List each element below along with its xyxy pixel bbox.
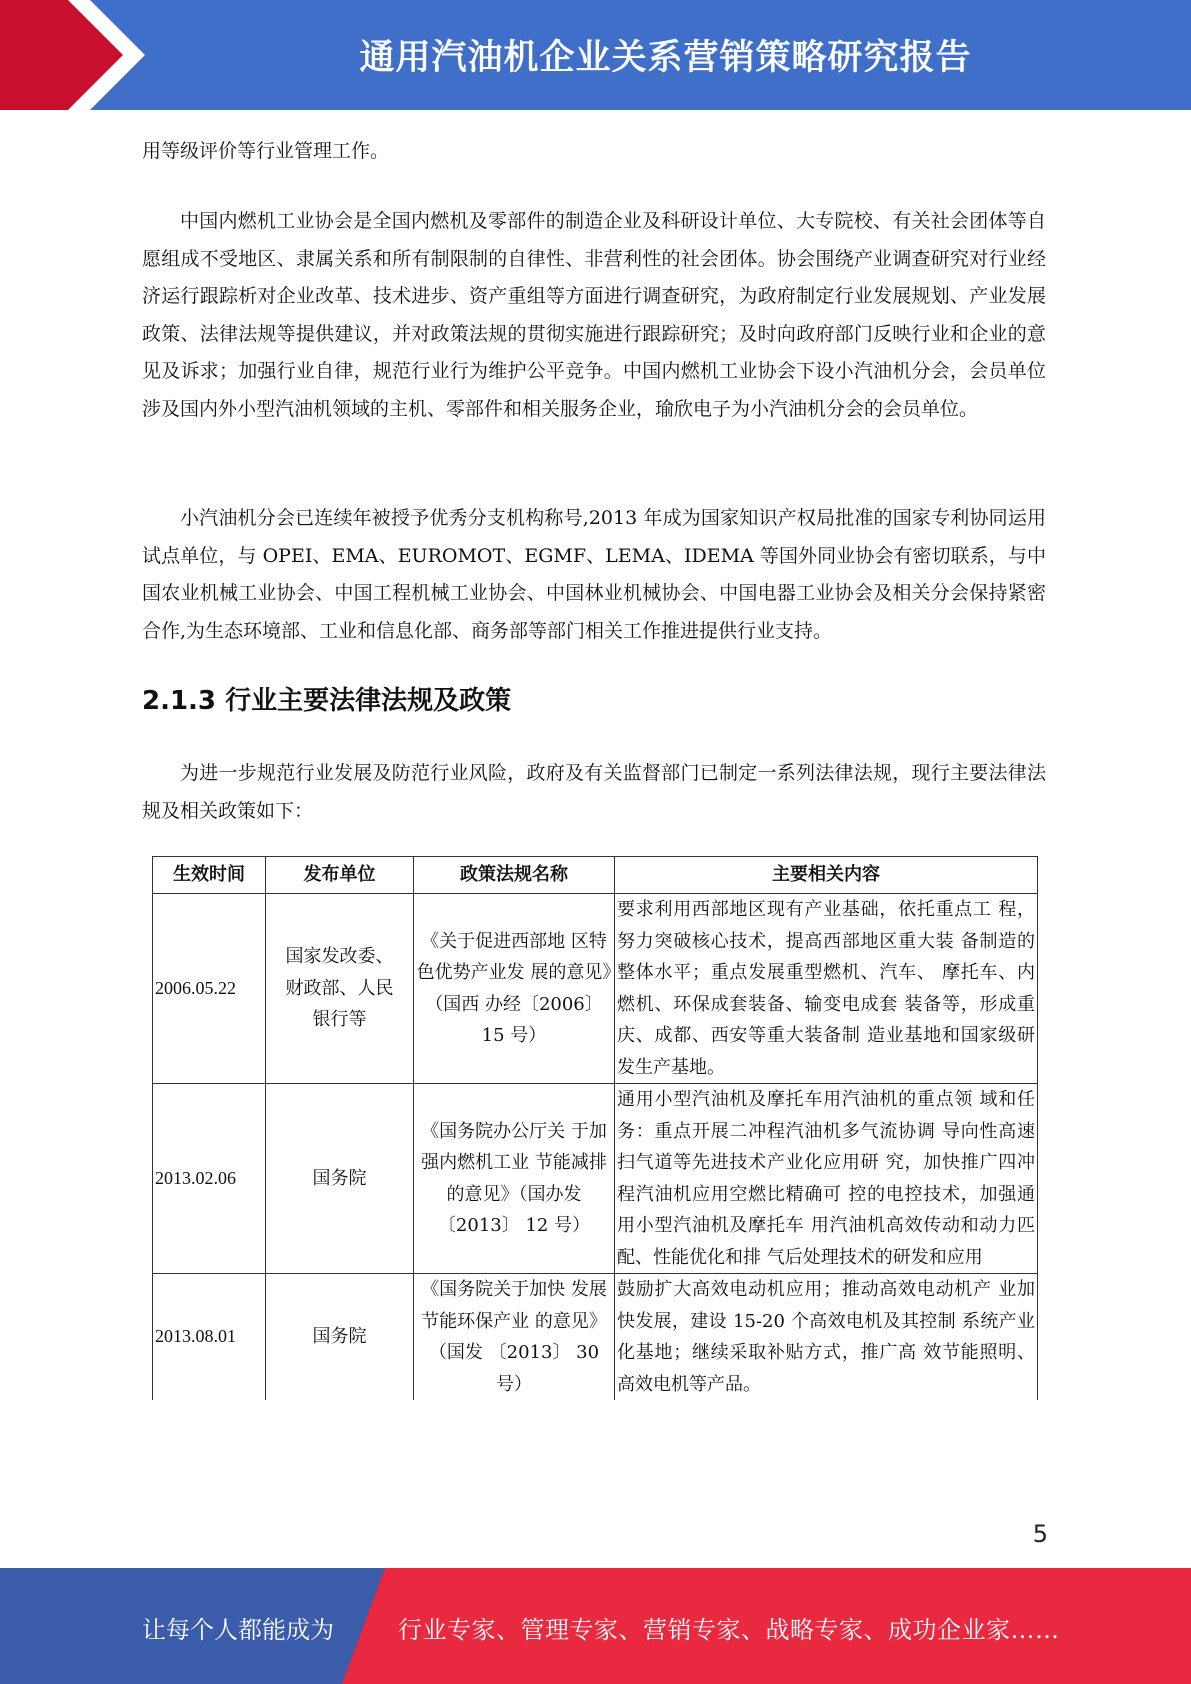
page-number: 5 — [1032, 1520, 1048, 1548]
cell-policy-name: 《国务院关于加快 发展节能环保产业 的意见》（国发 〔2013〕 30 号） — [414, 1274, 615, 1401]
cell-content: 鼓励扩大高效电动机应用；推动高效电动机产 业加快发展，建设 15-20 个高效电机及其控制 系统产业化基地；继续采取补贴方式，推广高 效节能照明、高效电机等产品。 — [615, 1274, 1038, 1401]
page-footer — [0, 1568, 1191, 1684]
paragraph-continuation: 用等级评价等行业管理工作。 — [142, 140, 390, 162]
cell-unit: 国务院 — [266, 1274, 414, 1401]
cell-policy-name: 《关于促进西部地 区特色优势产业发 展的意见》（国西 办经〔2006〕 15 号） — [414, 894, 615, 1084]
cell-date: 2013.08.01 — [153, 1274, 266, 1401]
footer-slogan-right: 行业专家、管理专家、营销专家、战略专家、成功企业家…… — [398, 1616, 1060, 1644]
section-heading: 2.1.3 行业主要法律法规及政策 — [142, 686, 512, 716]
header-date: 生效时间 — [153, 857, 266, 894]
paragraph-branch: 小汽油机分会已连续年被授予优秀分支机构称号,2013 年成为国家知识产权局批准的国家专利协同运用试点单位，与 OPEI、EMA、EUROMOT、EGMF、LEMA、IDEMA 等国外同业协会有密切联系，与中国农业机械工业协会、中国工程机械工业协会、中国林业机械协会、中国电器工业协会及相关分会保持紧密合作,为生态环境部、工业和信息化部、商务部等部门相关工作推进提供行业支持。 — [142, 507, 1046, 642]
cell-date: 2013.02.06 — [153, 1084, 266, 1274]
policy-table — [152, 856, 1038, 1400]
cell-date: 2006.05.22 — [153, 894, 266, 1084]
header-content: 主要相关内容 — [615, 857, 1038, 894]
table-row — [153, 1084, 1038, 1274]
cell-unit: 国务院 — [266, 1084, 414, 1274]
header-policy-name: 政策法规名称 — [414, 857, 615, 894]
cell-unit: 国家发改委、财政部、人民银行等 — [266, 894, 414, 1084]
table-header-row — [153, 857, 1038, 894]
paragraph-association: 中国内燃机工业协会是全国内燃机及零部件的制造企业及科研设计单位、大专院校、有关社会团体等自愿组成不受地区、隶属关系和所有制限制的自律性、非营利性的社会团体。协会围绕产业调查研究对行业经济运行跟踪析对企业改革、技术进步、资产重组等方面进行调查研究，为政府制定行业发展规划、产业发展政策、法律法规等提供建议，并对政策法规的贯彻实施进行跟踪研究；及时向政府部门反映行业和企业的意见及诉求；加强行业自律，规范行业行为维护公平竞争。中国内燃机工业协会下设小汽油机分会，会员单位涉及国内外小型汽油机领域的主机、零部件和相关服务企业，瑜欣电子为小汽油机分会的会员单位。 — [142, 210, 1046, 420]
report-title: 通用汽油机企业关系营销策略研究报告 — [359, 38, 972, 78]
table-row — [153, 1274, 1038, 1401]
cell-content: 通用小型汽油机及摩托车用汽油机的重点领 域和任务：重点开展二冲程汽油机多气流协调 导向性高速扫气道等先进技术产业化应用研 究，加快推广四冲程汽油机应用空燃比精确可 控的电控技术，加强通用小型汽油机及摩托车 用汽油机高效传动和动力匹配、性能优化和排 气后处理技术的研发和应用 — [615, 1084, 1038, 1274]
header-unit: 发布单位 — [266, 857, 414, 894]
cell-policy-name: 《国务院办公厅关 于加强内燃机工业 节能减排的意见》（国办发〔2013〕 12 号） — [414, 1084, 615, 1274]
section-intro: 为进一步规范行业发展及防范行业风险，政府及有关监督部门已制定一系列法律法规，现行主要法律法规及相关政策如下： — [142, 762, 1046, 822]
cell-content: 要求利用西部地区现有产业基础，依托重点工 程，努力突破核心技术，提高西部地区重大装 备制造的整体水平；重点发展重型燃机、汽车、 摩托车、内燃机、环保成套装备、输变电成套 装备等，形成重庆、成都、西安等重大装备制 造业基地和国家级研发生产基地。 — [615, 894, 1038, 1084]
table-row — [153, 894, 1038, 1084]
footer-slogan-left: 让每个人都能成为 — [142, 1616, 334, 1644]
page-header — [0, 0, 1191, 110]
header-arrow-decoration — [0, 0, 200, 110]
